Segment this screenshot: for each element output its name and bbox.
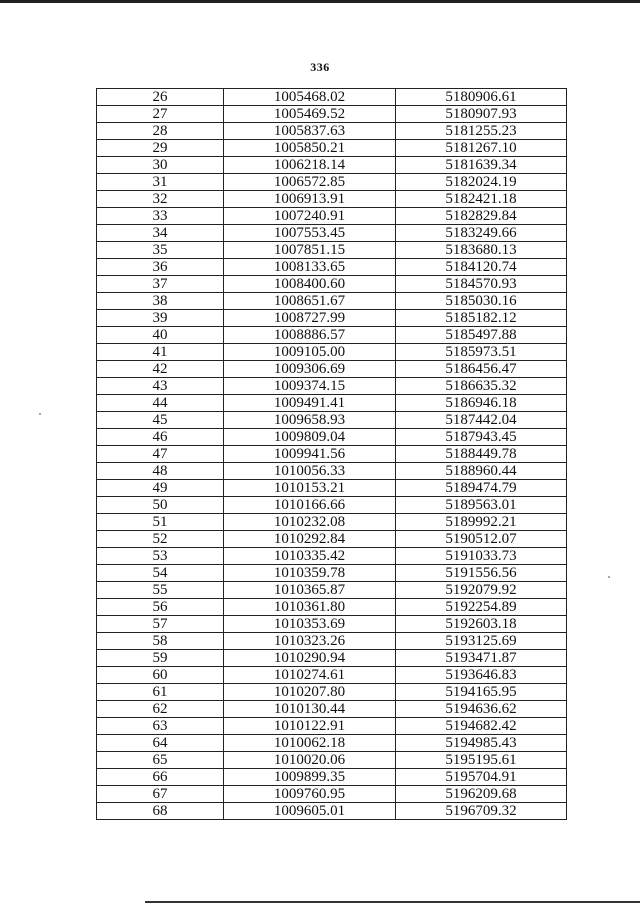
table-row <box>97 157 567 174</box>
table-row <box>97 531 567 548</box>
point-number-cell: 64 <box>97 735 224 752</box>
table-row <box>97 701 567 718</box>
x-coordinate-cell: 1009941.56 <box>224 446 396 463</box>
y-coordinate-cell: 5180906.61 <box>396 89 567 106</box>
page-number: 336 <box>310 60 330 74</box>
table-row <box>97 565 567 582</box>
table-row <box>97 191 567 208</box>
point-number-cell: 57 <box>97 616 224 633</box>
table-row <box>97 718 567 735</box>
table-row <box>97 395 567 412</box>
point-number-cell: 26 <box>97 89 224 106</box>
scan-speck <box>608 576 610 578</box>
table-row <box>97 106 567 123</box>
x-coordinate-cell: 1010274.61 <box>224 667 396 684</box>
x-coordinate-cell: 1009306.69 <box>224 361 396 378</box>
x-coordinate-cell: 1009809.04 <box>224 429 396 446</box>
x-coordinate-cell: 1009760.95 <box>224 786 396 803</box>
point-number-cell: 56 <box>97 599 224 616</box>
table-row <box>97 786 567 803</box>
point-number-cell: 63 <box>97 718 224 735</box>
x-coordinate-cell: 1010323.26 <box>224 633 396 650</box>
y-coordinate-cell: 5185973.51 <box>396 344 567 361</box>
table-row <box>97 378 567 395</box>
point-number-cell: 52 <box>97 531 224 548</box>
point-number-cell: 32 <box>97 191 224 208</box>
point-number-cell: 58 <box>97 633 224 650</box>
point-number-cell: 41 <box>97 344 224 361</box>
y-coordinate-cell: 5185182.12 <box>396 310 567 327</box>
scan-speck <box>39 413 41 415</box>
x-coordinate-cell: 1010361.80 <box>224 599 396 616</box>
table-row <box>97 548 567 565</box>
y-coordinate-cell: 5183680.13 <box>396 242 567 259</box>
y-coordinate-cell: 5185497.88 <box>396 327 567 344</box>
point-number-cell: 60 <box>97 667 224 684</box>
y-coordinate-cell: 5180907.93 <box>396 106 567 123</box>
point-number-cell: 54 <box>97 565 224 582</box>
table-row <box>97 803 567 820</box>
table-row <box>97 480 567 497</box>
table-row <box>97 633 567 650</box>
y-coordinate-cell: 5182421.18 <box>396 191 567 208</box>
point-number-cell: 66 <box>97 769 224 786</box>
point-number-cell: 67 <box>97 786 224 803</box>
y-coordinate-cell: 5192603.18 <box>396 616 567 633</box>
x-coordinate-cell: 1009899.35 <box>224 769 396 786</box>
point-number-cell: 68 <box>97 803 224 820</box>
table-row <box>97 446 567 463</box>
x-coordinate-cell: 1008651.67 <box>224 293 396 310</box>
y-coordinate-cell: 5191556.56 <box>396 565 567 582</box>
table-row <box>97 123 567 140</box>
point-number-cell: 40 <box>97 327 224 344</box>
point-number-cell: 29 <box>97 140 224 157</box>
table-row <box>97 752 567 769</box>
y-coordinate-cell: 5194165.95 <box>396 684 567 701</box>
x-coordinate-cell: 1010292.84 <box>224 531 396 548</box>
table-row <box>97 140 567 157</box>
x-coordinate-cell: 1010166.66 <box>224 497 396 514</box>
table-row <box>97 293 567 310</box>
x-coordinate-cell: 1005837.63 <box>224 123 396 140</box>
y-coordinate-cell: 5186456.47 <box>396 361 567 378</box>
point-number-cell: 36 <box>97 259 224 276</box>
table-row <box>97 599 567 616</box>
x-coordinate-cell: 1006913.91 <box>224 191 396 208</box>
y-coordinate-cell: 5186946.18 <box>396 395 567 412</box>
table-row <box>97 667 567 684</box>
table-row <box>97 208 567 225</box>
y-coordinate-cell: 5189992.21 <box>396 514 567 531</box>
point-number-cell: 51 <box>97 514 224 531</box>
y-coordinate-cell: 5182829.84 <box>396 208 567 225</box>
y-coordinate-cell: 5191033.73 <box>396 548 567 565</box>
point-number-cell: 39 <box>97 310 224 327</box>
y-coordinate-cell: 5183249.66 <box>396 225 567 242</box>
table-row <box>97 276 567 293</box>
point-number-cell: 45 <box>97 412 224 429</box>
x-coordinate-cell: 1005469.52 <box>224 106 396 123</box>
table-row <box>97 616 567 633</box>
table-row <box>97 361 567 378</box>
x-coordinate-cell: 1009374.15 <box>224 378 396 395</box>
y-coordinate-cell: 5195195.61 <box>396 752 567 769</box>
x-coordinate-cell: 1008727.99 <box>224 310 396 327</box>
point-number-cell: 47 <box>97 446 224 463</box>
x-coordinate-cell: 1008133.65 <box>224 259 396 276</box>
x-coordinate-cell: 1010122.91 <box>224 718 396 735</box>
x-coordinate-cell: 1010232.08 <box>224 514 396 531</box>
table-row <box>97 582 567 599</box>
table-row <box>97 412 567 429</box>
x-coordinate-cell: 1010130.44 <box>224 701 396 718</box>
y-coordinate-cell: 5185030.16 <box>396 293 567 310</box>
x-coordinate-cell: 1009605.01 <box>224 803 396 820</box>
point-number-cell: 50 <box>97 497 224 514</box>
table-row <box>97 769 567 786</box>
y-coordinate-cell: 5192079.92 <box>396 582 567 599</box>
y-coordinate-cell: 5189474.79 <box>396 480 567 497</box>
y-coordinate-cell: 5181639.34 <box>396 157 567 174</box>
y-coordinate-cell: 5182024.19 <box>396 174 567 191</box>
coordinates-table-body <box>97 89 567 820</box>
x-coordinate-cell: 1009105.00 <box>224 344 396 361</box>
y-coordinate-cell: 5181267.10 <box>396 140 567 157</box>
point-number-cell: 27 <box>97 106 224 123</box>
y-coordinate-cell: 5187943.45 <box>396 429 567 446</box>
y-coordinate-cell: 5189563.01 <box>396 497 567 514</box>
y-coordinate-cell: 5190512.07 <box>396 531 567 548</box>
x-coordinate-cell: 1010359.78 <box>224 565 396 582</box>
point-number-cell: 37 <box>97 276 224 293</box>
x-coordinate-cell: 1010335.42 <box>224 548 396 565</box>
point-number-cell: 49 <box>97 480 224 497</box>
bottom-border-line <box>145 901 640 903</box>
coordinates-table <box>96 88 567 820</box>
point-number-cell: 53 <box>97 548 224 565</box>
y-coordinate-cell: 5192254.89 <box>396 599 567 616</box>
x-coordinate-cell: 1010020.06 <box>224 752 396 769</box>
point-number-cell: 38 <box>97 293 224 310</box>
point-number-cell: 65 <box>97 752 224 769</box>
point-number-cell: 61 <box>97 684 224 701</box>
table-row <box>97 684 567 701</box>
x-coordinate-cell: 1010207.80 <box>224 684 396 701</box>
table-row <box>97 650 567 667</box>
x-coordinate-cell: 1010062.18 <box>224 735 396 752</box>
x-coordinate-cell: 1009491.41 <box>224 395 396 412</box>
x-coordinate-cell: 1010153.21 <box>224 480 396 497</box>
point-number-cell: 28 <box>97 123 224 140</box>
table-row <box>97 497 567 514</box>
y-coordinate-cell: 5196709.32 <box>396 803 567 820</box>
y-coordinate-cell: 5181255.23 <box>396 123 567 140</box>
point-number-cell: 48 <box>97 463 224 480</box>
x-coordinate-cell: 1007240.91 <box>224 208 396 225</box>
point-number-cell: 33 <box>97 208 224 225</box>
y-coordinate-cell: 5193646.83 <box>396 667 567 684</box>
x-coordinate-cell: 1007851.15 <box>224 242 396 259</box>
point-number-cell: 42 <box>97 361 224 378</box>
y-coordinate-cell: 5188449.78 <box>396 446 567 463</box>
point-number-cell: 43 <box>97 378 224 395</box>
table-row <box>97 429 567 446</box>
y-coordinate-cell: 5196209.68 <box>396 786 567 803</box>
y-coordinate-cell: 5187442.04 <box>396 412 567 429</box>
table-row <box>97 514 567 531</box>
point-number-cell: 35 <box>97 242 224 259</box>
y-coordinate-cell: 5186635.32 <box>396 378 567 395</box>
table-row <box>97 174 567 191</box>
table-row <box>97 89 567 106</box>
point-number-cell: 55 <box>97 582 224 599</box>
x-coordinate-cell: 1005850.21 <box>224 140 396 157</box>
x-coordinate-cell: 1007553.45 <box>224 225 396 242</box>
x-coordinate-cell: 1008886.57 <box>224 327 396 344</box>
table-row <box>97 242 567 259</box>
point-number-cell: 31 <box>97 174 224 191</box>
y-coordinate-cell: 5194636.62 <box>396 701 567 718</box>
x-coordinate-cell: 1006218.14 <box>224 157 396 174</box>
x-coordinate-cell: 1010365.87 <box>224 582 396 599</box>
top-border-line <box>0 0 640 3</box>
point-number-cell: 34 <box>97 225 224 242</box>
y-coordinate-cell: 5195704.91 <box>396 769 567 786</box>
x-coordinate-cell: 1006572.85 <box>224 174 396 191</box>
table-row <box>97 327 567 344</box>
point-number-cell: 44 <box>97 395 224 412</box>
table-row <box>97 259 567 276</box>
y-coordinate-cell: 5193471.87 <box>396 650 567 667</box>
point-number-cell: 59 <box>97 650 224 667</box>
x-coordinate-cell: 1005468.02 <box>224 89 396 106</box>
table-row <box>97 463 567 480</box>
y-coordinate-cell: 5184570.93 <box>396 276 567 293</box>
x-coordinate-cell: 1008400.60 <box>224 276 396 293</box>
y-coordinate-cell: 5194985.43 <box>396 735 567 752</box>
point-number-cell: 62 <box>97 701 224 718</box>
y-coordinate-cell: 5194682.42 <box>396 718 567 735</box>
point-number-cell: 30 <box>97 157 224 174</box>
point-number-cell: 46 <box>97 429 224 446</box>
x-coordinate-cell: 1010353.69 <box>224 616 396 633</box>
x-coordinate-cell: 1009658.93 <box>224 412 396 429</box>
table-row <box>97 344 567 361</box>
y-coordinate-cell: 5184120.74 <box>396 259 567 276</box>
y-coordinate-cell: 5193125.69 <box>396 633 567 650</box>
table-row <box>97 735 567 752</box>
table-row <box>97 310 567 327</box>
y-coordinate-cell: 5188960.44 <box>396 463 567 480</box>
x-coordinate-cell: 1010290.94 <box>224 650 396 667</box>
x-coordinate-cell: 1010056.33 <box>224 463 396 480</box>
table-row <box>97 225 567 242</box>
